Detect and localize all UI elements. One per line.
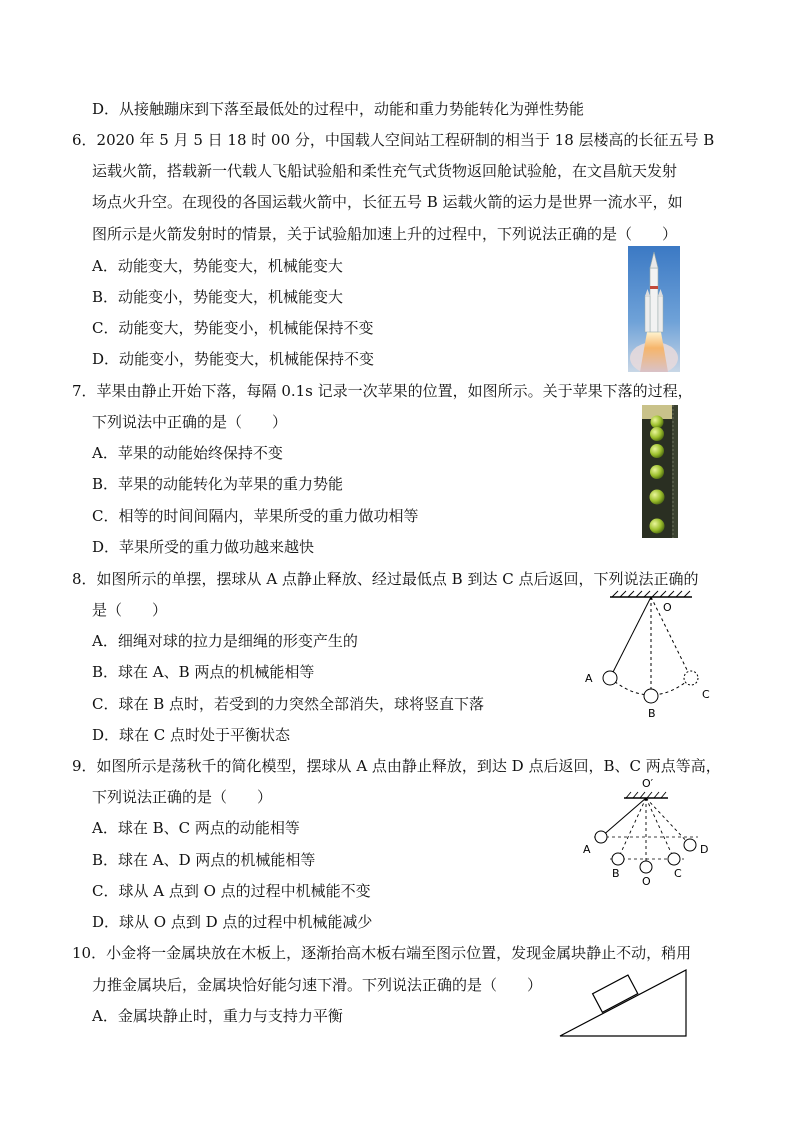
q10-stem-line2: 力推金属块后，金属块恰好能匀速下滑。下列说法正确的是（ ） bbox=[92, 976, 543, 994]
q9-stem-line1: 9．如图所示是荡秋千的简化模型，摆球从 A 点由静止释放，到达 D 点后返回，B、C 两点等高， bbox=[72, 757, 721, 775]
q7-stem-line2: 下列说法中正确的是（ ） bbox=[92, 413, 288, 431]
swing-label-d: D bbox=[700, 843, 709, 856]
q9-stem-line2: 下列说法正确的是（ ） bbox=[92, 788, 273, 806]
q6-stem-line1: 6．2020 年 5 月 5 日 18 时 00 分，中国载人空间站工程研制的相当于 18 层楼高的长征五号 B bbox=[72, 131, 715, 149]
q6-option-d: D．动能变小，势能变大，机械能保持不变 bbox=[92, 350, 375, 368]
q8-stem-line1: 8．如图所示的单摆，摆球从 A 点静止释放、经过最低点 B 到达 C 点后返回，下列说法正确的 bbox=[72, 570, 699, 588]
falling-apple-image bbox=[642, 405, 678, 538]
q10-option-a: A．金属块静止时，重力与支持力平衡 bbox=[92, 1007, 343, 1025]
q6-stem-line3: 场点火升空。在现役的各国运载火箭中，长征五号 B 运载火箭的运力是世界一流水平，如 bbox=[92, 193, 683, 211]
pendulum-label-b: B bbox=[648, 707, 656, 720]
q8-option-d: D．球在 C 点时处于平衡状态 bbox=[92, 726, 291, 744]
q7-option-b: B．苹果的动能转化为苹果的重力势能 bbox=[92, 475, 344, 493]
q8-option-b: B．球在 A、B 两点的机械能相等 bbox=[92, 663, 315, 681]
pendulum-label-a: A bbox=[585, 672, 593, 685]
q9-option-a: A．球在 B、C 两点的动能相等 bbox=[92, 819, 300, 837]
q7-stem-line1: 7．苹果由静止开始下落，每隔 0.1s 记录一次苹果的位置，如图所示。关于苹果下落的过程， bbox=[72, 382, 693, 400]
q8-option-c: C．球在 B 点时，若受到的力突然全部消失，球将竖直下落 bbox=[92, 695, 485, 713]
q7-option-c: C．相等的时间间隔内，苹果所受的重力做功相等 bbox=[92, 507, 419, 525]
q9-option-b: B．球在 A、D 两点的机械能相等 bbox=[92, 851, 316, 869]
q8-option-a: A．细绳对球的拉力是细绳的形变产生的 bbox=[92, 632, 358, 650]
swing-label-o-prime: O′ bbox=[642, 777, 654, 790]
q5-option-d: D．从接触蹦床到下落至最低处的过程中，动能和重力势能转化为弹性势能 bbox=[92, 100, 585, 118]
q6-option-a: A．动能变大，势能变大，机械能变大 bbox=[92, 257, 343, 275]
swing-label-o: O bbox=[642, 875, 651, 888]
q8-stem-line2: 是（ ） bbox=[92, 601, 168, 619]
q6-stem-line4: 图所示是火箭发射时的情景，关于试验船加速上升的过程中，下列说法正确的是（ ） bbox=[92, 225, 678, 243]
swing-label-b: B bbox=[612, 867, 620, 880]
swing-label-a: A bbox=[583, 843, 591, 856]
q6-option-c: C．动能变大，势能变小，机械能保持不变 bbox=[92, 319, 374, 337]
pendulum-diagram bbox=[580, 590, 720, 722]
q7-option-d: D．苹果所受的重力做功越来越快 bbox=[92, 538, 315, 556]
swing-label-c: C bbox=[674, 867, 682, 880]
q10-stem-line1: 10．小金将一金属块放在木板上，逐渐抬高木板右端至图示位置，发现金属块静止不动，稍用 bbox=[72, 944, 692, 962]
pendulum-label-o: O bbox=[663, 601, 672, 614]
q6-option-b: B．动能变小，势能变大，机械能变大 bbox=[92, 288, 344, 306]
rocket-launch-image bbox=[628, 246, 680, 372]
incline-block-diagram bbox=[556, 966, 690, 1040]
q9-option-d: D．球从 O 点到 D 点的过程中机械能减少 bbox=[92, 913, 373, 931]
swing-diagram bbox=[580, 773, 720, 891]
q7-option-a: A．苹果的动能始终保持不变 bbox=[92, 444, 283, 462]
q6-stem-line2: 运载火箭，搭载新一代载人飞船试验船和柔性充气式货物返回舱试验舱，在文昌航天发射 bbox=[92, 162, 678, 180]
pendulum-label-c: C bbox=[702, 688, 710, 701]
q9-option-c: C．球从 A 点到 O 点的过程中机械能不变 bbox=[92, 882, 371, 900]
